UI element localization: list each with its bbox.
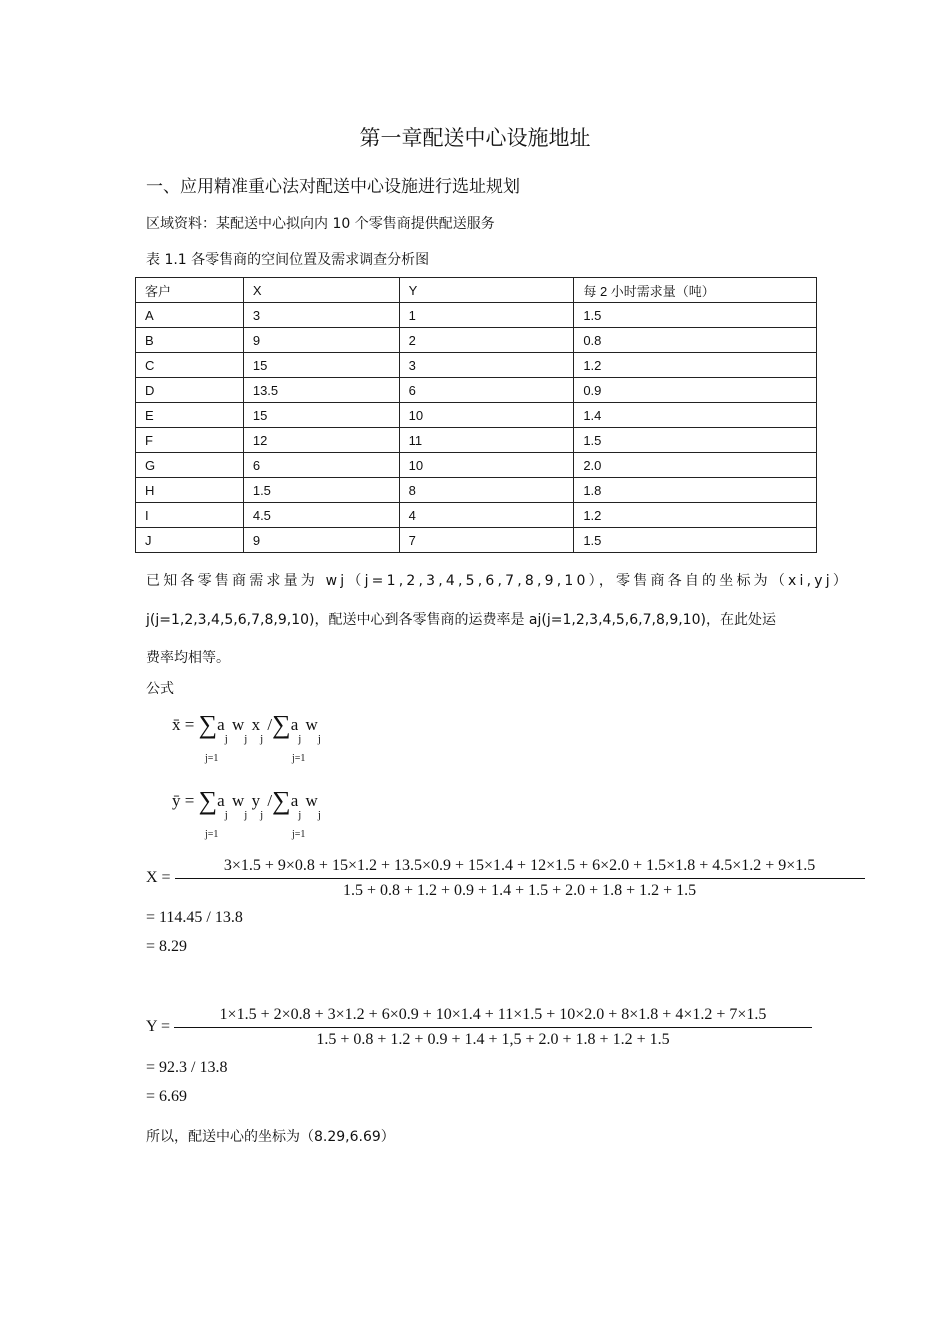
table-cell: Y	[399, 278, 574, 303]
conclusion: 所以，配送中心的坐标为（8.29,6.69）	[146, 1129, 395, 1145]
table-row	[136, 328, 817, 353]
table-cell: 0.9	[574, 378, 817, 403]
table-cell: 1.8	[574, 478, 817, 503]
table-cell: 7	[399, 528, 574, 553]
region-info: 区域资料：某配送中心拟向内 10 个零售商提供配送服务	[146, 216, 495, 232]
table-cell: A	[136, 303, 244, 328]
table-cell: 11	[399, 428, 574, 453]
formula-x-calc	[146, 857, 865, 900]
known-text-line3: 费率均相等。	[146, 650, 230, 666]
table-cell: 4.5	[243, 503, 399, 528]
y-denominator: 1.5 + 0.8 + 1.2 + 0.9 + 1.4 + 1,5 + 2.0 + 1.8 + 1.2 + 1.5	[316, 1031, 670, 1048]
table-cell: B	[136, 328, 244, 353]
table-cell: G	[136, 453, 244, 478]
table-caption: 表 1.1 各零售商的空间位置及需求调查分析图	[146, 252, 430, 268]
table-cell: 2.0	[574, 453, 817, 478]
table-cell: J	[136, 528, 244, 553]
xbar-symbol: x̄	[172, 715, 181, 734]
table-row	[136, 478, 817, 503]
table-cell: E	[136, 403, 244, 428]
table-cell: 3	[243, 303, 399, 328]
table-cell: C	[136, 353, 244, 378]
y-label: Y =	[146, 1018, 170, 1036]
table-cell: 12	[243, 428, 399, 453]
table-cell: 3	[399, 353, 574, 378]
table-cell: 9	[243, 328, 399, 353]
formula-xbar: x̄ = $\sum a_j$ $w_j$ $x_j$ $/\sum a_j$ $w_j$ j=1 j=1	[172, 710, 321, 764]
table-row	[136, 403, 817, 428]
table-row	[136, 428, 817, 453]
table-row	[136, 453, 817, 478]
table-cell: F	[136, 428, 244, 453]
table-cell: 15	[243, 353, 399, 378]
table-row	[136, 528, 817, 553]
table-cell: 1.5	[574, 428, 817, 453]
table-cell: H	[136, 478, 244, 503]
table-cell: 每 2 小时需求量（吨）	[574, 278, 817, 303]
table-cell: 1.5	[574, 303, 817, 328]
sigma-symbol: ∑	[272, 710, 291, 739]
section-heading: 一、应用精准重心法对配送中心设施进行选址规划	[146, 177, 520, 197]
sigma-symbol: ∑	[198, 786, 218, 815]
y-step1: = 92.3 / 13.8	[146, 1059, 228, 1076]
table-cell: 1.2	[574, 503, 817, 528]
table-header-row	[136, 278, 817, 303]
table-row	[136, 503, 817, 528]
retailer-table	[135, 277, 817, 553]
y-result: = 6.69	[146, 1088, 188, 1105]
table-cell: 1	[399, 303, 574, 328]
table-cell: 9	[243, 528, 399, 553]
table-cell: 10	[399, 453, 574, 478]
known-text-line1: 已知各零售商需求量为 wj（j=1,2,3,4,5,6,7,8,9,10），零售商各自的坐标为（xi,yj）	[146, 573, 851, 589]
table-cell: X	[243, 278, 399, 303]
table-cell: 8	[399, 478, 574, 503]
y-numerator: 1×1.5 + 2×0.8 + 3×1.2 + 6×0.9 + 10×1.4 + 11×1.5 + 10×2.0 + 8×1.8 + 4×1.2 + 7×1.5	[174, 1006, 812, 1028]
table-row	[136, 353, 817, 378]
x-numerator: 3×1.5 + 9×0.8 + 15×1.2 + 13.5×0.9 + 15×1.4 + 12×1.5 + 6×2.0 + 1.5×1.8 + 4.5×1.2 + 9×1.5	[175, 857, 865, 879]
table-cell: 6	[399, 378, 574, 403]
x-step1: = 114.45 / 13.8	[146, 909, 243, 926]
table-cell: 1.5	[243, 478, 399, 503]
sigma-symbol: ∑	[198, 710, 218, 739]
table-row	[136, 303, 817, 328]
ybar-symbol: ȳ	[172, 791, 181, 810]
table-cell: 1.4	[574, 403, 817, 428]
table-cell: 1.2	[574, 353, 817, 378]
table-cell: 2	[399, 328, 574, 353]
table-cell: 客户	[136, 278, 244, 303]
table-row	[136, 378, 817, 403]
table-cell: 0.8	[574, 328, 817, 353]
formula-y-calc	[146, 1006, 812, 1049]
x-denominator: 1.5 + 0.8 + 1.2 + 0.9 + 1.4 + 1.5 + 2.0 + 1.8 + 1.2 + 1.5	[342, 882, 697, 899]
table-cell: D	[136, 378, 244, 403]
table-cell: 6	[243, 453, 399, 478]
formula-label: 公式	[146, 681, 174, 697]
table-cell: 10	[399, 403, 574, 428]
x-result: = 8.29	[146, 938, 188, 955]
table-cell: 13.5	[243, 378, 399, 403]
x-label: X =	[146, 869, 171, 887]
sigma-symbol: ∑	[272, 786, 291, 815]
page-title: 第一章配送中心设施地址	[359, 126, 591, 150]
known-text-line2: j(j=1,2,3,4,5,6,7,8,9,10)，配送中心到各零售商的运费率是 aj(j=1,2,3,4,5,6,7,8,9,10)，在此处运	[146, 612, 776, 628]
table-cell: I	[136, 503, 244, 528]
table-cell: 15	[243, 403, 399, 428]
table-cell: 4	[399, 503, 574, 528]
table-cell: 1.5	[574, 528, 817, 553]
formula-ybar: ȳ = $\sum a_j$ $w_j$ $y_j$ $/\sum a_j$ $w_j$ j=1 j=1	[172, 786, 321, 840]
